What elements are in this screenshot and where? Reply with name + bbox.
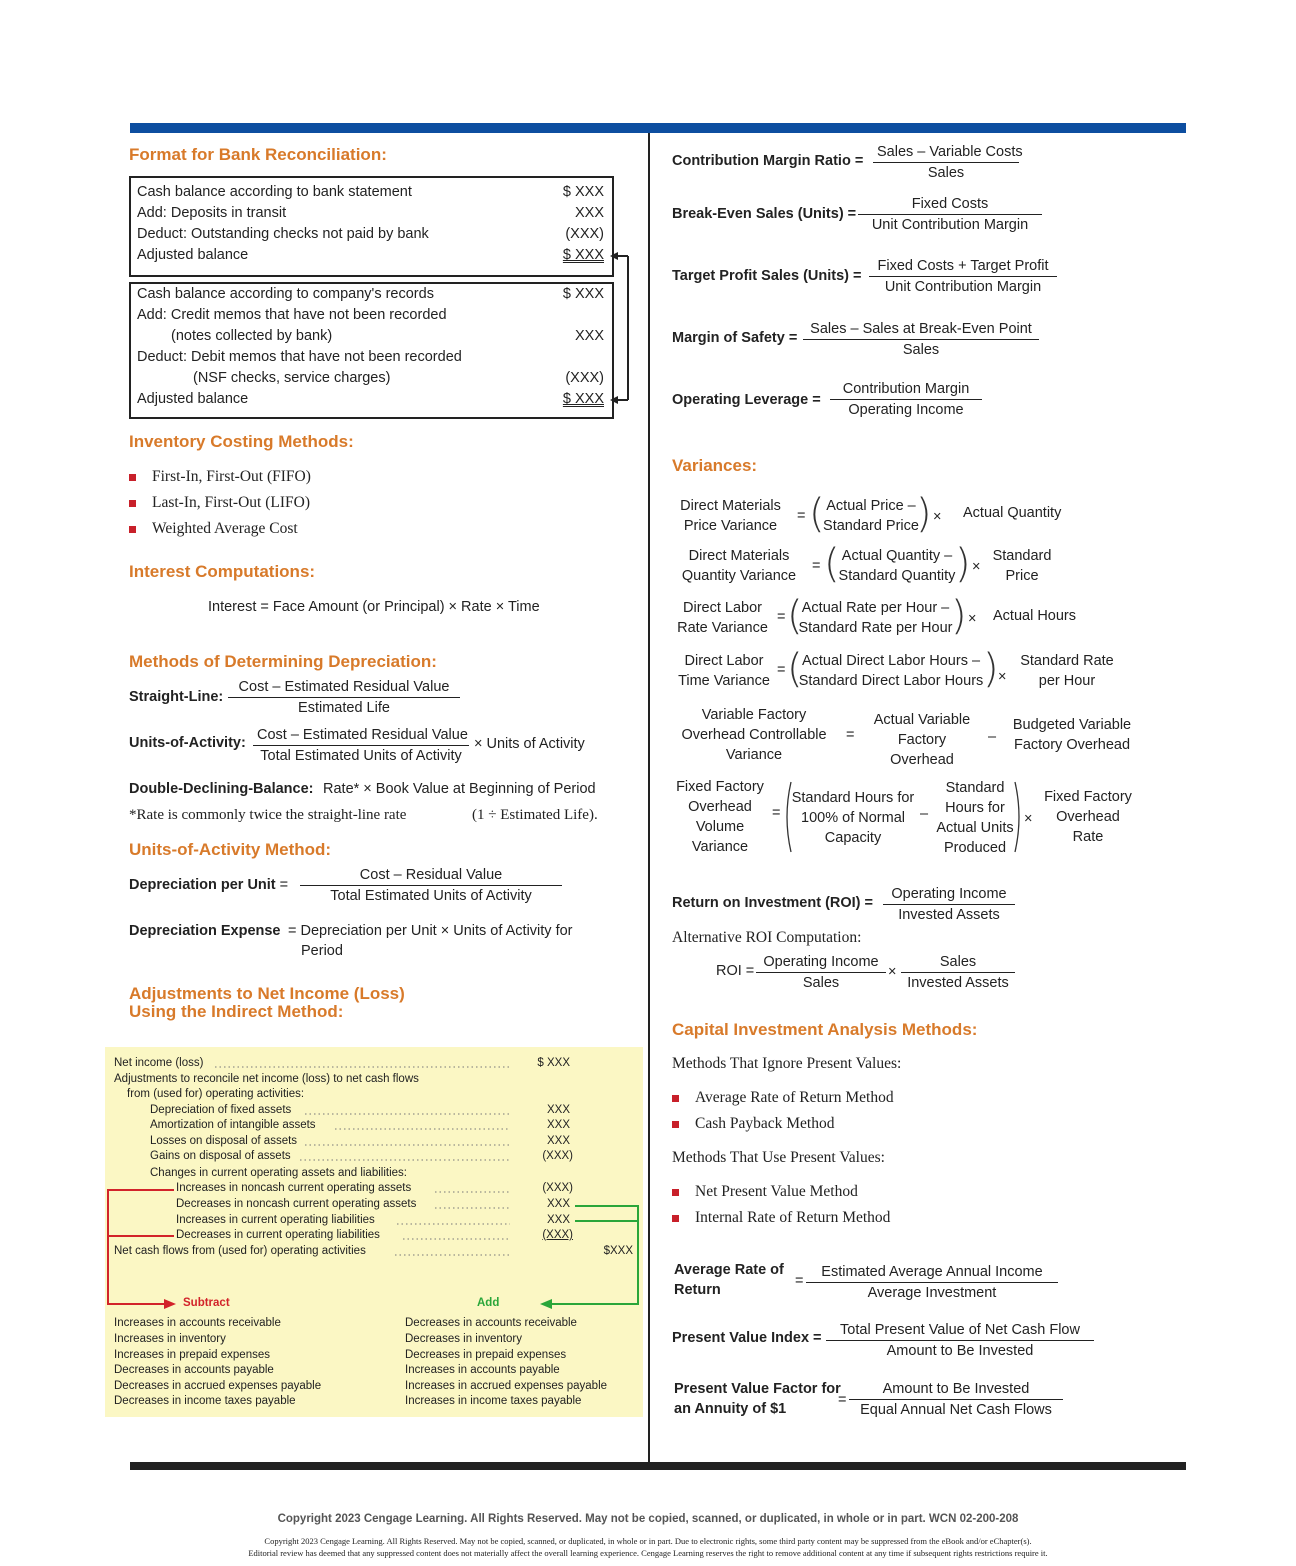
bullet-icon [129,526,136,533]
vfoh-right-2: Factory Overhead [1013,737,1131,753]
roi-denominator: Invested Assets [898,907,1000,923]
adj-row-3: Depreciation of fixed assets [150,1104,292,1116]
bullet-icon [672,1121,679,1128]
left-paren: ( [809,491,825,537]
bank1-value-3: $ XXX [562,247,604,263]
minus-sign: – [988,729,997,745]
cmr-fraction [873,144,1023,181]
ffoh-label-1: Fixed Factory [676,779,764,795]
subtract-label: Subtract [183,1297,230,1309]
bullet-icon [672,1189,679,1196]
ol-label: Operating Leverage = [672,392,821,408]
bank-title: Format for Bank Reconciliation: [129,145,387,164]
dltv-inner-1: Actual Direct Labor Hours – [801,653,981,669]
equals-sign: = [838,1392,847,1408]
dmpv-inner-2: Standard Price [823,518,919,534]
add-item-0: Decreases in accounts receivable [405,1317,577,1329]
ffoh-inner-4: Standard [945,780,1005,796]
bank2-value-0: $ XXX [562,286,604,302]
roi-b-denominator: Invested Assets [907,975,1009,991]
times-sign: × [972,559,981,575]
adj-row-0: Net income (loss) [114,1057,204,1069]
flow-arrows [100,1180,645,1320]
sl-denominator: Estimated Life [298,700,390,716]
add-item-4: Increases in accrued expenses payable [405,1380,608,1392]
dpu-label: Depreciation per Unit = [129,877,289,893]
straight-line-label: Straight-Line: [129,689,224,705]
adj-row-5: Losses on disposal of assets [150,1135,298,1147]
equals-sign: = [777,609,786,625]
adj-row-6: Gains on disposal of assets [150,1150,291,1162]
vfoh-right-1: Budgeted Variable [1012,717,1132,733]
ffoh-inner-2: 100% of Normal [801,810,905,826]
ffoh-label-4: Variance [691,839,749,855]
ol-denominator: Operating Income [848,402,964,418]
right-paren: ) [955,541,971,587]
interest-formula: Interest = Face Amount (or Principal) × Rate × Time [208,599,540,615]
roi-fraction [883,886,1015,923]
equals-sign: = [812,558,821,574]
mos-fraction [803,321,1039,358]
dlrv-inner-1: Actual Rate per Hour – [801,600,950,616]
mos-numerator: Sales – Sales at Break-Even Point [803,321,1039,340]
dlrv-label-1: Direct Labor [683,600,762,616]
add-item-3: Increases in accounts payable [405,1364,560,1376]
adj-row-8: Increases in noncash current operating assets [176,1182,412,1194]
equals-sign: = [797,508,806,524]
ffoh-inner-6: Actual Units [936,820,1014,836]
depreciation-title: Methods of Determining Depreciation: [129,652,437,671]
inventory-title: Inventory Costing Methods: [129,432,354,451]
adj-row-11: Decreases in current operating liabilities [176,1229,380,1241]
adj-col1-3: XXX [546,1104,570,1116]
inventory-item-2: Weighted Average Cost [129,520,298,538]
roi-a-denominator: Sales [802,975,840,991]
roi-alt-fraction-b [901,954,1015,991]
tps-denominator: Unit Contribution Margin [884,279,1042,295]
pvf-label-1: Present Value Factor for [674,1381,841,1397]
uoa-title: Units-of-Activity Method: [129,840,332,859]
ffoh-inner-1: Standard Hours for [791,790,915,806]
vfoh-mid-3: Overhead [890,752,954,768]
ddb-label: Double-Declining-Balance: [129,781,314,797]
right-paren: ) [951,593,967,639]
right-paren: ) [983,646,999,692]
roi-alt-fraction-a [756,954,886,991]
dmqv-right-1: Standard [992,548,1052,564]
ol-fraction [830,381,982,418]
bank2-value-2: XXX [574,328,604,344]
bank2-label-5: Adjusted balance [137,391,249,407]
capital-use: Methods That Use Present Values: [672,1149,885,1166]
straight-line-fraction [228,679,460,716]
adj-row-1: Adjustments to reconcile net income (loss) to net cash flows [114,1073,419,1085]
times-sign: × [888,964,897,980]
adj-col1-0: $ XXX [537,1057,570,1069]
vfoh-label-3: Variance [725,747,783,763]
bank2-value-5: $ XXX [562,391,604,407]
left-paren: ( [787,593,803,639]
dmpv-label-2: Price Variance [683,518,778,534]
equals-sign: = [772,805,781,821]
dmqv-label-2: Quantity Variance [681,568,797,584]
mos-denominator: Sales [902,342,940,358]
minus-sign: – [920,806,929,822]
adj-col1-4: XXX [546,1119,570,1131]
cmr-label: Contribution Margin Ratio = [672,153,864,169]
equals-sign: = [846,727,855,743]
bank2-label-1: Add: Credit memos that have not been recorded [137,307,447,323]
cmr-denominator: Sales [927,165,965,181]
bank1-label-2: Deduct: Outstanding checks not paid by bank [137,226,429,242]
add-item-5: Increases in income taxes payable [405,1395,582,1407]
subtract-item-1: Increases in inventory [114,1333,226,1345]
pvf-label-2: an Annuity of $1 [674,1401,787,1417]
right-paren [1013,780,1023,854]
adj-row-9: Decreases in noncash current operating assets [176,1198,417,1210]
tps-fraction [869,258,1057,295]
capital-ignore-item-0: Average Rate of Return Method [672,1089,894,1107]
roi-alt-label: ROI = [716,963,755,979]
capital-title: Capital Investment Analysis Methods: [672,1020,978,1039]
bank1-value-0: $ XXX [562,184,604,200]
subtract-item-5: Decreases in income taxes payable [114,1395,296,1407]
units-activity-fraction [253,727,469,764]
inventory-item-0: First-In, First-Out (FIFO) [129,468,311,486]
bank1-label-1: Add: Deposits in transit [137,205,287,221]
tps-label: Target Profit Sales (Units) = [672,268,862,284]
adjust-title-1: Adjustments to Net Income (Loss) [129,984,405,1003]
right-paren: ) [916,491,932,537]
arr-numerator: Estimated Average Annual Income [806,1264,1058,1283]
add-item-1: Decreases in inventory [405,1333,522,1345]
footer-copyright: Copyright 2023 Cengage Learning. All Rights Reserved. May not be copied, scanned, or duplicated, in whole or in part. WCN 02-200-208 [277,1513,1019,1525]
bank2-value-4: (XXX) [565,370,604,386]
pvi-fraction [826,1322,1094,1359]
adj-col1-6: (XXX) [542,1150,573,1162]
times-sign: × [933,509,942,525]
dpu-numerator: Cost – Residual Value [300,867,562,886]
dmqv-inner-2: Standard Quantity [838,568,956,584]
dlrv-right: Actual Hours [993,608,1077,624]
dltv-right-2: per Hour [1038,673,1096,689]
times-sign: × [968,611,977,627]
vfoh-mid-2: Factory [897,732,947,748]
subtract-item-4: Decreases in accrued expenses payable [114,1380,322,1392]
bank2-label-4: (NSF checks, service charges) [193,370,391,386]
dpu-fraction [300,867,562,904]
adj-col1-9: XXX [546,1198,570,1210]
bullet-icon [672,1095,679,1102]
roi-b-numerator: Sales [901,954,1015,973]
bullet-icon [129,500,136,507]
pvf-fraction [849,1381,1063,1418]
bes-denominator: Unit Contribution Margin [871,217,1029,233]
add-item-2: Decreases in prepaid expenses [405,1349,567,1361]
pvi-denominator: Amount to Be Invested [886,1343,1034,1359]
ffoh-inner-3: Capacity [824,830,882,846]
vfoh-label-1: Variable Factory [701,707,807,723]
bank-connector-arrows [606,250,636,410]
dlrv-label-2: Rate Variance [677,620,768,636]
de-label: Depreciation Expense [129,923,281,939]
capital-ignore-item-1: Cash Payback Method [672,1115,834,1133]
subtract-item-0: Increases in accounts receivable [114,1317,281,1329]
add-label: Add [477,1297,500,1309]
dmqv-inner-1: Actual Quantity – [841,548,953,564]
vfoh-label-2: Overhead Controllable [681,727,827,743]
adj-col1-11: (XXX) [542,1229,573,1241]
roi-label: Return on Investment (ROI) = [672,895,874,911]
left-paren: ( [787,646,803,692]
roi-alt-title: Alternative ROI Computation: [672,929,862,946]
adj-row-10: Increases in current operating liabilities [176,1214,375,1226]
ua-numerator: Cost – Estimated Residual Value [253,727,469,746]
bullet-icon [129,474,136,481]
dlrv-inner-2: Standard Rate per Hour [798,620,953,636]
pvi-numerator: Total Present Value of Net Cash Flow [826,1322,1094,1341]
arr-label-1: Average Rate of [674,1262,784,1278]
bes-label: Break-Even Sales (Units) = [672,206,857,222]
adj-col1-8: (XXX) [542,1182,573,1194]
ddb-note: *Rate is commonly twice the straight-line rate [129,807,407,823]
bank1-value-1: XXX [574,205,604,221]
bank1-label-3: Adjusted balance [137,247,249,263]
roi-a-numerator: Operating Income [756,954,886,973]
capital-use-item-0: Net Present Value Method [672,1183,858,1201]
ffoh-label-3: Volume [695,819,745,835]
capital-use-item-1: Internal Rate of Return Method [672,1209,890,1227]
roi-numerator: Operating Income [883,886,1015,905]
inventory-item-1: Last-In, First-Out (LIFO) [129,494,310,512]
dmpv-label-1: Direct Materials [680,498,781,514]
dmqv-label-1: Direct Materials [688,548,790,564]
de-text: = Depreciation per Unit × Units of Activity for [288,923,573,939]
bank1-label-0: Cash balance according to bank statement [137,184,412,200]
tps-numerator: Fixed Costs + Target Profit [869,258,1057,277]
ffoh-label-2: Overhead [688,799,752,815]
adj-row-7: Changes in current operating assets and liabilities: [150,1167,407,1179]
ffoh-right-2: Overhead [1056,809,1120,825]
arr-label-2: Return [674,1282,721,1298]
ua-denominator: Total Estimated Units of Activity [260,748,462,764]
top-rule [130,123,1186,133]
sl-numerator: Cost – Estimated Residual Value [228,679,460,698]
arr-denominator: Average Investment [867,1285,997,1301]
adj-row-4: Amortization of intangible assets [150,1119,316,1131]
subtract-item-2: Increases in prepaid expenses [114,1349,270,1361]
ffoh-right-1: Fixed Factory [1044,789,1132,805]
variances-title: Variances: [672,456,758,475]
bes-numerator: Fixed Costs [858,196,1042,215]
bottom-rule [130,1462,1186,1470]
ddb-text: Rate* × Book Value at Beginning of Period [323,781,596,797]
bank2-label-0: Cash balance according to company's records [137,286,434,302]
ffoh-right-3: Rate [1072,829,1104,845]
subtract-item-3: Decreases in accounts payable [114,1364,274,1376]
dltv-label-2: Time Variance [678,673,770,689]
bullet-icon [672,1215,679,1222]
cmr-numerator: Sales – Variable Costs [873,144,1019,163]
dltv-right-1: Standard Rate [1020,653,1114,669]
times-sign: × [998,669,1007,685]
interest-title: Interest Computations: [129,562,316,581]
dmqv-right-2: Price [1005,568,1039,584]
bank2-label-2: (notes collected by bank) [171,328,333,344]
adj-col1-5: XXX [546,1135,570,1147]
bank2-label-3: Deduct: Debit memos that have not been recorded [137,349,462,365]
dmpv-inner-1: Actual Price – [826,498,916,514]
vfoh-mid-1: Actual Variable [873,712,971,728]
pvf-denominator: Equal Annual Net Cash Flows [860,1402,1052,1418]
equals-sign: = [777,662,786,678]
pvi-label: Present Value Index = [672,1330,822,1346]
capital-ignore: Methods That Ignore Present Values: [672,1055,902,1072]
ua-tail: × Units of Activity [474,736,585,752]
ol-numerator: Contribution Margin [830,381,982,400]
ffoh-inner-7: Produced [943,840,1007,856]
ddb-note-2: (1 ÷ Estimated Life). [472,807,598,823]
column-divider [648,133,650,1462]
footer-rights-1: Copyright 2023 Cengage Learning. All Rights Reserved. May not be copied, scanned, or duplicated, in whole or in part. Due to electronic rights, some third party content may be suppressed from the eBook and/or eChapter(s). [264,1536,1032,1546]
dltv-inner-2: Standard Direct Labor Hours [798,673,984,689]
arr-fraction [806,1264,1058,1301]
adjust-title-2: Using the Indirect Method: [129,1002,344,1021]
adj-row-12: Net cash flows from (used for) operating activities [114,1245,366,1257]
adj-col1-10: XXX [546,1214,570,1226]
pvf-numerator: Amount to Be Invested [849,1381,1063,1400]
adj-row-2: from (used for) operating activities: [127,1088,305,1100]
units-activity-label: Units-of-Activity: [129,735,246,751]
de-text-2: Period [301,943,343,959]
equals-sign: = [795,1273,804,1289]
dpu-denominator: Total Estimated Units of Activity [330,888,532,904]
left-paren: ( [824,541,840,587]
footer-rights-2: Editorial review has deemed that any suppressed content does not materially affect the overall learning experience. Cengage Learning reserves the right to remove additional content at any time if subsequent rights restrictions require it. [248,1548,1048,1558]
ffoh-inner-5: Hours for [945,800,1005,816]
adj-col2-12: $XXX [603,1245,633,1257]
dmpv-right: Actual Quantity [963,505,1062,521]
mos-label: Margin of Safety = [672,330,798,346]
dltv-label-1: Direct Labor [684,653,764,669]
bank1-value-2: (XXX) [565,226,604,242]
bes-fraction [858,196,1042,233]
times-sign: × [1024,811,1033,827]
